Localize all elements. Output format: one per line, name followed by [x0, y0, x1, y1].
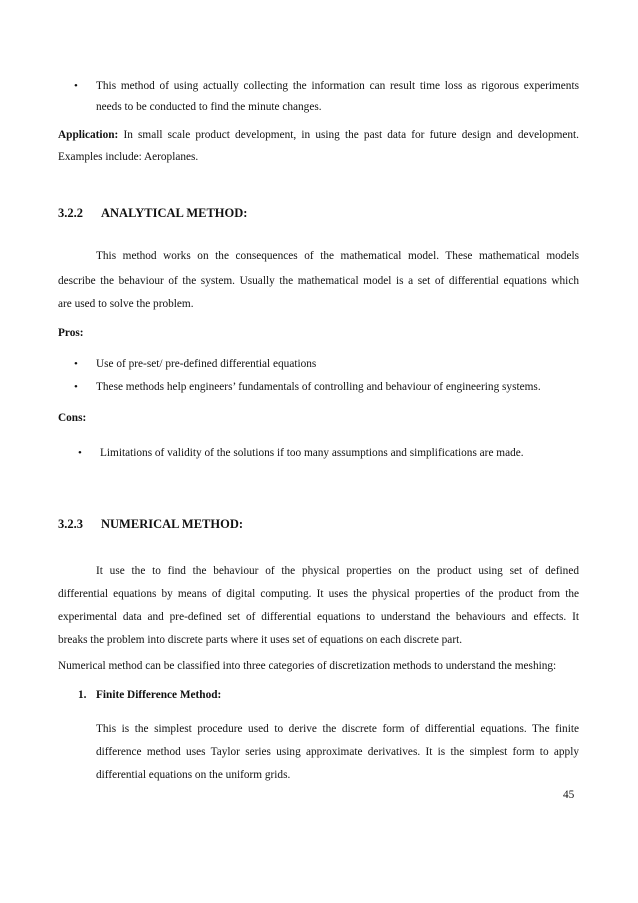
- classify-line: Numerical method can be classified into three categories of discretization methods to understand the meshing:: [58, 660, 557, 672]
- finite-difference-line-2: difference method uses Taylor series using approximate derivatives. It is the simplest form to apply: [96, 746, 579, 758]
- bullet-icon: •: [78, 447, 82, 459]
- section-322-number: 3.2.2: [58, 206, 83, 220]
- list-item-number: 1.: [78, 689, 87, 701]
- section-323-title: NUMERICAL METHOD:: [101, 517, 244, 531]
- finite-difference-title: Finite Difference Method:: [96, 689, 222, 701]
- section-323-para-line-2: differential equations by means of digital computing. It uses the physical properties of the product from the: [58, 588, 579, 600]
- cons-item-1: Limitations of validity of the solutions if too many assumptions and simplifications are made.: [100, 447, 524, 459]
- section-322-para-line-3: are used to solve the problem.: [58, 298, 194, 310]
- application-text: In small scale product development, in using the past data for future design and development.: [123, 129, 580, 141]
- finite-difference-line-3: differential equations on the uniform grids.: [96, 769, 291, 781]
- pros-item-2: These methods help engineers’ fundamentals of controlling and behaviour of engineering systems.: [96, 381, 541, 393]
- finite-difference-line-1: This is the simplest procedure used to derive the discrete form of differential equations. The finite: [96, 723, 579, 735]
- application-line-1: [58, 129, 579, 142]
- section-323-para-line-3: experimental data and pre-defined set of differential equations to understand the behaviours and effects. It: [58, 611, 579, 623]
- intro-bullet-line-1: This method of using actually collecting the information can result time loss as rigorous experiments: [96, 80, 579, 92]
- pros-item-1: Use of pre-set/ pre-defined differential equations: [96, 358, 317, 370]
- bullet-icon: •: [74, 381, 78, 393]
- page-number: 45: [563, 789, 575, 801]
- section-323-number: 3.2.3: [58, 517, 83, 531]
- section-323-para-line-1: It use the to find the behaviour of the physical properties on the product using set of defined: [96, 565, 579, 577]
- bullet-icon: •: [74, 358, 78, 370]
- intro-bullet-line-2: needs to be conducted to find the minute changes.: [96, 101, 322, 113]
- cons-label: Cons:: [58, 412, 87, 424]
- pros-label: Pros:: [58, 327, 84, 339]
- section-323-para-line-4: breaks the problem into discrete parts where it uses set of equations on each discrete part.: [58, 634, 463, 646]
- application-line-2: Examples include: Aeroplanes.: [58, 151, 199, 163]
- application-label: Application:: [58, 129, 119, 141]
- section-322-para-line-1: This method works on the consequences of the mathematical model. These mathematical models: [96, 250, 579, 262]
- bullet-icon: •: [74, 80, 78, 92]
- section-322-title: ANALYTICAL METHOD:: [101, 206, 248, 220]
- section-322-para-line-2: describe the behaviour of the system. Usually the mathematical model is a set of differential equations which: [58, 275, 579, 287]
